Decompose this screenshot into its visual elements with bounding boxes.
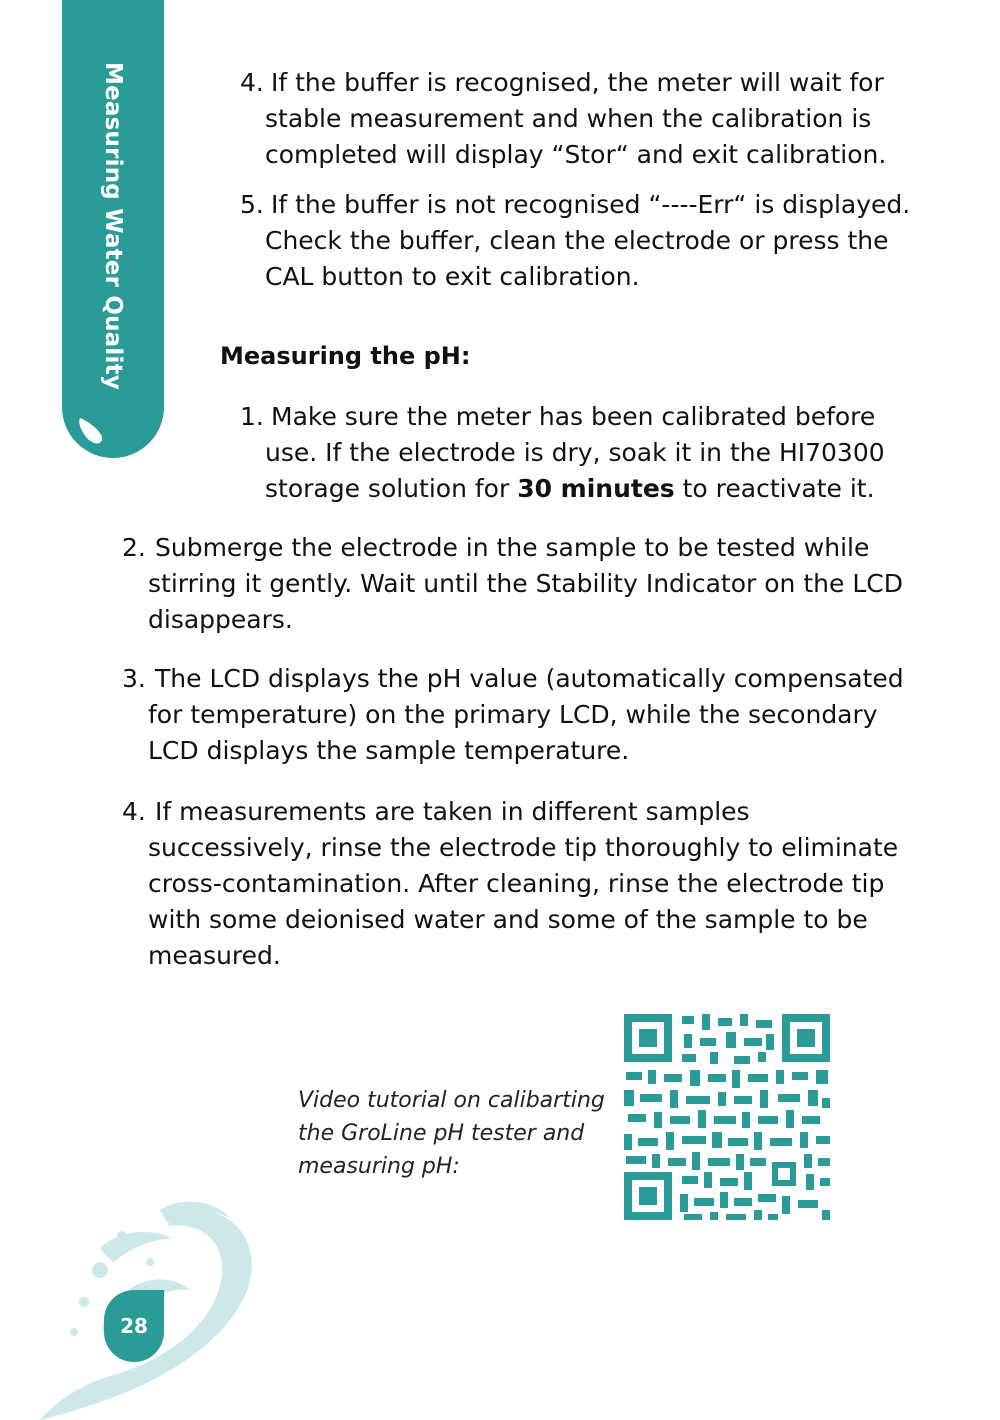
list-text bbox=[240, 399, 920, 507]
list-text: Submerge the electrode in the sample to be tested while stirring it gently. Wait until the Stability Indicator on the LCD disappears. bbox=[148, 533, 903, 634]
water-drop-icon bbox=[74, 412, 110, 448]
step-text-start: Make sure the meter has been calibrated before use. If the electrode is dry, soak it in the HI70300 storage solution for bbox=[265, 402, 885, 503]
list-text: The LCD displays the pH value (automatically compensated for temperature) on the primary LCD, while the secondary LCD displays the sample temperature. bbox=[148, 664, 904, 765]
list-item bbox=[240, 65, 920, 173]
list-text: If the buffer is recognised, the meter will wait for stable measurement and when the calibration is completed will display “Stor“ and exit calibration. bbox=[265, 68, 887, 169]
list-text: If measurements are taken in different samples successively, rinse the electrode tip thoroughly to eliminate cross-contamination. After cleaning, rinse the electrode tip with some deionised water and some of the sample to be measured. bbox=[148, 797, 899, 970]
list-number: 1. bbox=[240, 402, 264, 431]
list-number: 5. bbox=[240, 190, 264, 219]
list-number: 4. bbox=[122, 797, 146, 826]
section-title: Measuring Water Quality bbox=[100, 62, 126, 390]
list-number: 3. bbox=[122, 664, 146, 693]
list-number: 2. bbox=[122, 533, 146, 562]
list-item bbox=[122, 530, 922, 638]
list-text: If the buffer is not recognised “----Err“ is displayed. Check the buffer, clean the electrode or press the CAL button to exit calibration. bbox=[265, 190, 911, 291]
step-text-end: to reactivate it. bbox=[674, 474, 875, 503]
list-item bbox=[240, 187, 920, 295]
section-heading: Measuring the pH: bbox=[220, 342, 471, 370]
video-caption: Video tutorial on calibarting the GroLine pH tester and measuring pH: bbox=[298, 1088, 605, 1179]
list-item bbox=[122, 661, 922, 769]
step-text-bold: 30 minutes bbox=[517, 474, 675, 503]
list-number: 4. bbox=[240, 68, 264, 97]
qr-code[interactable] bbox=[622, 1012, 832, 1222]
page-number: 28 bbox=[104, 1290, 164, 1362]
list-item bbox=[240, 399, 920, 507]
list-item bbox=[122, 794, 922, 974]
